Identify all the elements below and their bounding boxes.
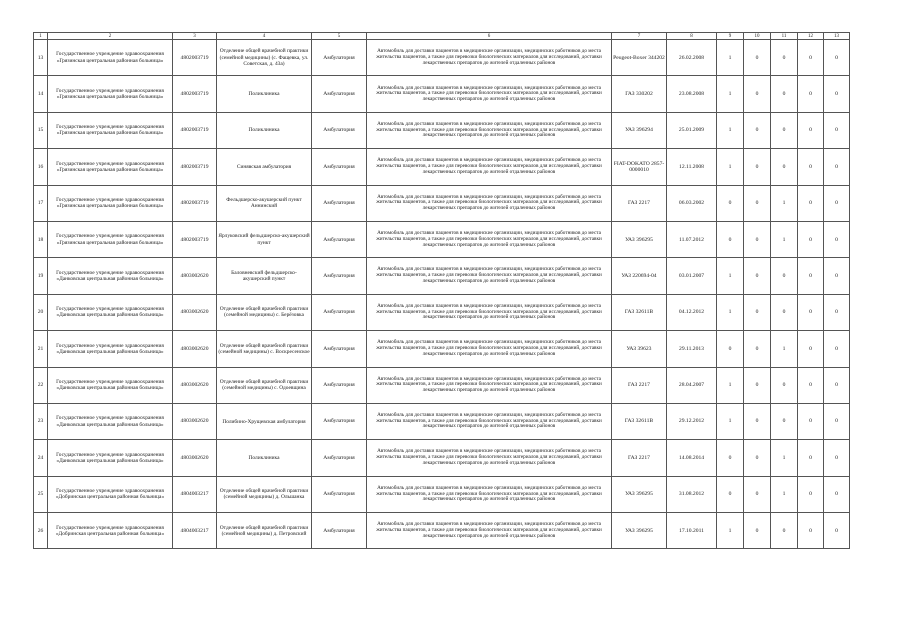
vehicle-model-cell: Peugeot-Boxer 344202 (612, 40, 667, 76)
column-number-header: 12 (798, 33, 824, 40)
table-row (34, 40, 850, 76)
count-cell-13: 0 (824, 476, 850, 512)
subdivision-cell: Ярлуковский фельдшерско-акушерский пункт (217, 221, 312, 257)
count-cell-9: 1 (717, 76, 744, 112)
table-row (34, 331, 850, 367)
count-cell-13: 0 (824, 513, 850, 549)
column-number-header: 1 (34, 33, 48, 40)
count-cell-9: 0 (717, 331, 744, 367)
row-number-cell: 23 (34, 403, 48, 439)
count-cell-10: 0 (744, 331, 771, 367)
vehicle-model-cell: УАЗ 396294 (612, 112, 667, 148)
subdivision-cell: Отделение общей врачебной практики (семейной медицины) с. Берёзовка (217, 294, 312, 330)
date-cell: 29.12.2012 (667, 403, 717, 439)
vehicle-model-cell: УАЗ 396295 (612, 476, 667, 512)
count-cell-9: 1 (717, 294, 744, 330)
count-cell-11: 0 (771, 513, 798, 549)
column-number-header: 10 (744, 33, 771, 40)
subdivision-cell: Поликлиника (217, 112, 312, 148)
count-cell-10: 0 (744, 149, 771, 185)
count-cell-9: 0 (717, 440, 744, 476)
table-row (34, 112, 850, 148)
date-cell: 04.12.2012 (667, 294, 717, 330)
count-cell-12: 0 (798, 149, 824, 185)
header-row (34, 33, 850, 40)
count-cell-9: 0 (717, 476, 744, 512)
vehicle-purpose-cell: Автомобиль для доставки пациентов в медицинские организации, медицинских работников до места жительства пациентов, а также для перевозки биологических материалов для исследований, доставки лекарственных препаратов до жителей отдаленных районов (367, 403, 612, 439)
column-number-header: 4 (217, 33, 312, 40)
organization-cell: Государственное учреждение здравоохранения «Данковская центральная районная больница» (48, 367, 173, 403)
row-number-cell: 19 (34, 258, 48, 294)
column-number-header: 2 (48, 33, 173, 40)
count-cell-13: 0 (824, 185, 850, 221)
vehicle-purpose-cell: Автомобиль для доставки пациентов в медицинские организации, медицинских работников до места жительства пациентов, а также для перевозки биологических материалов для исследований, доставки лекарственных препаратов до жителей отдаленных районов (367, 112, 612, 148)
table-row (34, 185, 850, 221)
count-cell-9: 1 (717, 367, 744, 403)
inn-code-cell: 4802003719 (173, 221, 217, 257)
count-cell-13: 0 (824, 221, 850, 257)
table-row (34, 403, 850, 439)
count-cell-10: 0 (744, 40, 771, 76)
inn-code-cell: 4802003719 (173, 76, 217, 112)
date-cell: 06.03.2002 (667, 185, 717, 221)
row-number-cell: 16 (34, 149, 48, 185)
inn-code-cell: 4803002620 (173, 294, 217, 330)
facility-type-cell: Амбулатория (312, 76, 367, 112)
inn-code-cell: 4803002620 (173, 367, 217, 403)
subdivision-cell: Баловневский фельдшерско-акушерский пункт (217, 258, 312, 294)
subdivision-cell: Отделение общей врачебной практики (семейной медицины) д. Петровский (217, 513, 312, 549)
facility-type-cell: Амбулатория (312, 403, 367, 439)
subdivision-cell: Синявская амбулатория (217, 149, 312, 185)
inn-code-cell: 4802003719 (173, 149, 217, 185)
date-cell: 11.07.2012 (667, 221, 717, 257)
count-cell-13: 0 (824, 440, 850, 476)
count-cell-10: 0 (744, 185, 771, 221)
organization-cell: Государственное учреждение здравоохранения «Грязинская центральная районная больница» (48, 221, 173, 257)
facility-type-cell: Амбулатория (312, 112, 367, 148)
vehicle-purpose-cell: Автомобиль для доставки пациентов в медицинские организации, медицинских работников до места жительства пациентов, а также для перевозки биологических материалов для исследований, доставки лекарственных препаратов до жителей отдаленных районов (367, 76, 612, 112)
date-cell: 29.11.2013 (667, 331, 717, 367)
inn-code-cell: 4802003719 (173, 185, 217, 221)
table-row (34, 149, 850, 185)
date-cell: 14.08.2014 (667, 440, 717, 476)
subdivision-cell: Полибино-Хрущевская амбулатория (217, 403, 312, 439)
count-cell-13: 0 (824, 258, 850, 294)
inn-code-cell: 4803002620 (173, 331, 217, 367)
count-cell-11: 1 (771, 221, 798, 257)
count-cell-13: 0 (824, 331, 850, 367)
date-cell: 17.10.2011 (667, 513, 717, 549)
count-cell-10: 0 (744, 221, 771, 257)
table-row (34, 76, 850, 112)
column-number-header: 5 (312, 33, 367, 40)
column-number-header: 8 (667, 33, 717, 40)
count-cell-12: 0 (798, 513, 824, 549)
vehicle-model-cell: УАЗ 39623 (612, 331, 667, 367)
count-cell-12: 0 (798, 476, 824, 512)
vehicle-register-table (33, 32, 850, 549)
count-cell-11: 1 (771, 185, 798, 221)
vehicle-purpose-cell: Автомобиль для доставки пациентов в медицинские организации, медицинских работников до места жительства пациентов, а также для перевозки биологических материалов для исследований, доставки лекарственных препаратов до жителей отдаленных районов (367, 40, 612, 76)
count-cell-12: 0 (798, 440, 824, 476)
subdivision-cell: Фельдшерско-акушерский пункт Аннинский (217, 185, 312, 221)
row-number-cell: 20 (34, 294, 48, 330)
column-number-header: 7 (612, 33, 667, 40)
vehicle-model-cell: ГАЗ 330202 (612, 76, 667, 112)
subdivision-cell: Отделение общей врачебной практики (семейной медицины) с. Воскресенское (217, 331, 312, 367)
vehicle-purpose-cell: Автомобиль для доставки пациентов в медицинские организации, медицинских работников до места жительства пациентов, а также для перевозки биологических материалов для исследований, доставки лекарственных препаратов до жителей отдаленных районов (367, 294, 612, 330)
organization-cell: Государственное учреждение здравоохранения «Данковская центральная районная больница» (48, 258, 173, 294)
vehicle-purpose-cell: Автомобиль для доставки пациентов в медицинские организации, медицинских работников до места жительства пациентов, а также для перевозки биологических материалов для исследований, доставки лекарственных препаратов до жителей отдаленных районов (367, 185, 612, 221)
vehicle-purpose-cell: Автомобиль для доставки пациентов в медицинские организации, медицинских работников до места жительства пациентов, а также для перевозки биологических материалов для исследований, доставки лекарственных препаратов до жителей отдаленных районов (367, 221, 612, 257)
table-row (34, 294, 850, 330)
table-row (34, 367, 850, 403)
count-cell-11: 0 (771, 367, 798, 403)
vehicle-model-cell: ГАЗ 32611В (612, 403, 667, 439)
count-cell-10: 0 (744, 403, 771, 439)
vehicle-model-cell: УАЗ 396295 (612, 221, 667, 257)
row-number-cell: 15 (34, 112, 48, 148)
vehicle-purpose-cell: Автомобиль для доставки пациентов в медицинские организации, медицинских работников до места жительства пациентов, а также для перевозки биологических материалов для исследований, доставки лекарственных препаратов до жителей отдаленных районов (367, 367, 612, 403)
organization-cell: Государственное учреждение здравоохранения «Грязинская центральная районная больница» (48, 112, 173, 148)
count-cell-12: 0 (798, 367, 824, 403)
count-cell-9: 1 (717, 403, 744, 439)
inn-code-cell: 4802003719 (173, 112, 217, 148)
row-number-cell: 25 (34, 476, 48, 512)
count-cell-9: 1 (717, 112, 744, 148)
count-cell-11: 1 (771, 331, 798, 367)
column-number-header: 9 (717, 33, 744, 40)
count-cell-12: 0 (798, 294, 824, 330)
column-number-header: 3 (173, 33, 217, 40)
count-cell-10: 0 (744, 367, 771, 403)
count-cell-10: 0 (744, 294, 771, 330)
organization-cell: Государственное учреждение здравоохранения «Данковская центральная районная больница» (48, 403, 173, 439)
inn-code-cell: 4804003217 (173, 513, 217, 549)
table-row (34, 221, 850, 257)
count-cell-11: 0 (771, 76, 798, 112)
count-cell-10: 0 (744, 513, 771, 549)
inn-code-cell: 4802003719 (173, 40, 217, 76)
count-cell-11: 0 (771, 149, 798, 185)
count-cell-11: 0 (771, 294, 798, 330)
facility-type-cell: Амбулатория (312, 221, 367, 257)
row-number-cell: 21 (34, 331, 48, 367)
vehicle-model-cell: УАЗ 220694-04 (612, 258, 667, 294)
count-cell-12: 0 (798, 331, 824, 367)
count-cell-11: 0 (771, 40, 798, 76)
count-cell-12: 0 (798, 403, 824, 439)
inn-code-cell: 4804003217 (173, 476, 217, 512)
count-cell-10: 0 (744, 440, 771, 476)
date-cell: 03.01.2007 (667, 258, 717, 294)
count-cell-10: 0 (744, 258, 771, 294)
vehicle-purpose-cell: Автомобиль для доставки пациентов в медицинские организации, медицинских работников до места жительства пациентов, а также для перевозки биологических материалов для исследований, доставки лекарственных препаратов до жителей отдаленных районов (367, 476, 612, 512)
count-cell-9: 1 (717, 40, 744, 76)
vehicle-model-cell: ГАЗ 2217 (612, 440, 667, 476)
facility-type-cell: Амбулатория (312, 294, 367, 330)
date-cell: 26.02.2008 (667, 40, 717, 76)
row-number-cell: 26 (34, 513, 48, 549)
count-cell-13: 0 (824, 76, 850, 112)
facility-type-cell: Амбулатория (312, 367, 367, 403)
vehicle-purpose-cell: Автомобиль для доставки пациентов в медицинские организации, медицинских работников до места жительства пациентов, а также для перевозки биологических материалов для исследований, доставки лекарственных препаратов до жителей отдаленных районов (367, 149, 612, 185)
count-cell-12: 0 (798, 112, 824, 148)
vehicle-model-cell: ГАЗ 2217 (612, 185, 667, 221)
count-cell-11: 1 (771, 440, 798, 476)
table-row (34, 476, 850, 512)
organization-cell: Государственное учреждение здравоохранения «Грязинская центральная районная больница» (48, 149, 173, 185)
column-number-header: 13 (824, 33, 850, 40)
inn-code-cell: 4803002620 (173, 403, 217, 439)
organization-cell: Государственное учреждение здравоохранения «Грязинская центральная районная больница» (48, 185, 173, 221)
organization-cell: Государственное учреждение здравоохранения «Грязинская центральная районная больница» (48, 40, 173, 76)
organization-cell: Государственное учреждение здравоохранения «Добринская центральная районная больница» (48, 476, 173, 512)
vehicle-model-cell: ГАЗ 2217 (612, 367, 667, 403)
count-cell-9: 1 (717, 258, 744, 294)
count-cell-13: 0 (824, 112, 850, 148)
count-cell-12: 0 (798, 76, 824, 112)
row-number-cell: 22 (34, 367, 48, 403)
row-number-cell: 17 (34, 185, 48, 221)
count-cell-13: 0 (824, 367, 850, 403)
table-row (34, 513, 850, 549)
column-number-header: 6 (367, 33, 612, 40)
date-cell: 12.11.2008 (667, 149, 717, 185)
organization-cell: Государственное учреждение здравоохранения «Грязинская центральная районная больница» (48, 76, 173, 112)
row-number-cell: 18 (34, 221, 48, 257)
count-cell-13: 0 (824, 294, 850, 330)
vehicle-model-cell: ГАЗ 32611В (612, 294, 667, 330)
date-cell: 28.04.2007 (667, 367, 717, 403)
vehicle-purpose-cell: Автомобиль для доставки пациентов в медицинские организации, медицинских работников до места жительства пациентов, а также для перевозки биологических материалов для исследований, доставки лекарственных препаратов до жителей отдаленных районов (367, 331, 612, 367)
organization-cell: Государственное учреждение здравоохранения «Добринская центральная районная больница» (48, 513, 173, 549)
facility-type-cell: Амбулатория (312, 331, 367, 367)
count-cell-12: 0 (798, 258, 824, 294)
vehicle-purpose-cell: Автомобиль для доставки пациентов в медицинские организации, медицинских работников до места жительства пациентов, а также для перевозки биологических материалов для исследований, доставки лекарственных препаратов до жителей отдаленных районов (367, 258, 612, 294)
facility-type-cell: Амбулатория (312, 149, 367, 185)
subdivision-cell: Поликлиника (217, 440, 312, 476)
count-cell-9: 1 (717, 149, 744, 185)
organization-cell: Государственное учреждение здравоохранения «Данковская центральная районная больница» (48, 440, 173, 476)
count-cell-10: 0 (744, 476, 771, 512)
row-number-cell: 14 (34, 76, 48, 112)
count-cell-12: 0 (798, 185, 824, 221)
facility-type-cell: Амбулатория (312, 513, 367, 549)
subdivision-cell: Отделение общей врачебной практики (семейной медицины) с. Одоевщина (217, 367, 312, 403)
count-cell-9: 0 (717, 221, 744, 257)
organization-cell: Государственное учреждение здравоохранения «Данковская центральная районная больница» (48, 331, 173, 367)
date-cell: 31.08.2012 (667, 476, 717, 512)
column-number-header: 11 (771, 33, 798, 40)
count-cell-11: 0 (771, 112, 798, 148)
facility-type-cell: Амбулатория (312, 476, 367, 512)
date-cell: 25.01.2009 (667, 112, 717, 148)
count-cell-11: 1 (771, 476, 798, 512)
count-cell-12: 0 (798, 40, 824, 76)
facility-type-cell: Амбулатория (312, 185, 367, 221)
count-cell-13: 0 (824, 40, 850, 76)
vehicle-purpose-cell: Автомобиль для доставки пациентов в медицинские организации, медицинских работников до места жительства пациентов, а также для перевозки биологических материалов для исследований, доставки лекарственных препаратов до жителей отдаленных районов (367, 440, 612, 476)
facility-type-cell: Амбулатория (312, 40, 367, 76)
count-cell-13: 0 (824, 403, 850, 439)
inn-code-cell: 4803002620 (173, 440, 217, 476)
count-cell-11: 0 (771, 258, 798, 294)
count-cell-10: 0 (744, 112, 771, 148)
facility-type-cell: Амбулатория (312, 440, 367, 476)
facility-type-cell: Амбулатория (312, 258, 367, 294)
row-number-cell: 13 (34, 40, 48, 76)
subdivision-cell: Отделение общей врачебной практики (семейной медицины) д. Ольшанка (217, 476, 312, 512)
table-row (34, 258, 850, 294)
inn-code-cell: 4803002620 (173, 258, 217, 294)
count-cell-12: 0 (798, 221, 824, 257)
vehicle-model-cell: FIAT-DOKATO 2857-0000010 (612, 149, 667, 185)
count-cell-10: 0 (744, 76, 771, 112)
count-cell-9: 0 (717, 185, 744, 221)
subdivision-cell: Отделение общей врачебной практики (семейной медицины) (с. Фащевка, ул. Советская, д. 43а) (217, 40, 312, 76)
table-row (34, 440, 850, 476)
count-cell-9: 1 (717, 513, 744, 549)
organization-cell: Государственное учреждение здравоохранения «Данковская центральная районная больница» (48, 294, 173, 330)
date-cell: 23.08.2008 (667, 76, 717, 112)
row-number-cell: 24 (34, 440, 48, 476)
vehicle-purpose-cell: Автомобиль для доставки пациентов в медицинские организации, медицинских работников до места жительства пациентов, а также для перевозки биологических материалов для исследований, доставки лекарственных препаратов до жителей отдаленных районов (367, 513, 612, 549)
count-cell-13: 0 (824, 149, 850, 185)
vehicle-model-cell: УАЗ 396295 (612, 513, 667, 549)
count-cell-11: 0 (771, 403, 798, 439)
subdivision-cell: Поликлиника (217, 76, 312, 112)
